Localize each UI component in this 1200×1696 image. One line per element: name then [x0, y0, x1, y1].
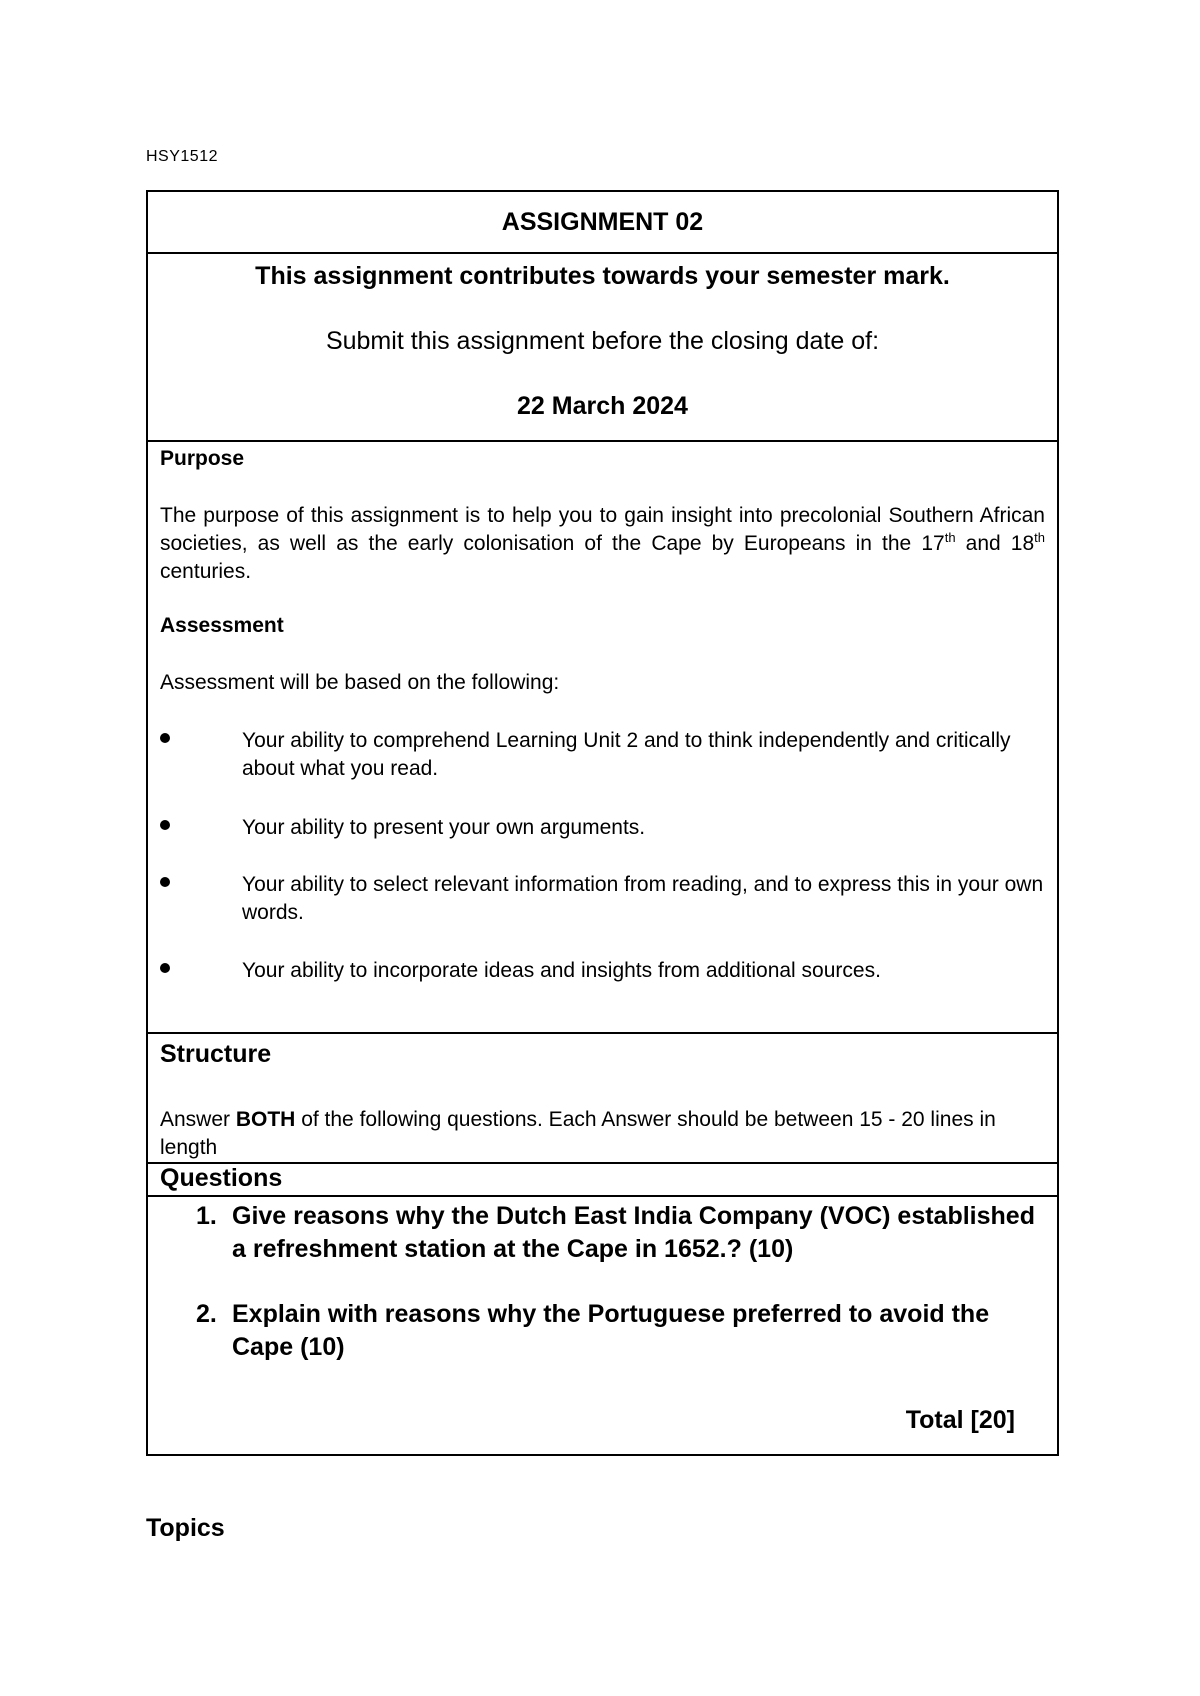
divider — [148, 1162, 1057, 1164]
bullet-icon — [160, 820, 170, 830]
assignment-title: ASSIGNMENT 02 — [501, 207, 704, 236]
purpose-heading: Purpose — [160, 447, 245, 470]
divider — [148, 1032, 1057, 1034]
divider — [148, 1195, 1057, 1197]
assessment-heading: Assessment — [160, 614, 284, 637]
structure-text: Answer BOTH of the following questions. Each Answer should be between 15 - 20 lines in length — [160, 1108, 996, 1159]
bullet-icon — [160, 733, 170, 743]
submission-info — [160, 252, 1045, 440]
purpose-text: The purpose of this assignment is to help you to gain insight into precolonial Southern African societies, as well as the early colonisation of the Cape by Europeans in the 17th and 18th centuries. — [160, 504, 1045, 583]
bullet-icon — [160, 963, 170, 973]
topics-heading: Topics — [146, 1514, 225, 1542]
bullet-icon — [160, 877, 170, 887]
total-marks: Total [20] — [905, 1406, 1015, 1434]
structure-heading: Structure — [160, 1040, 272, 1068]
divider — [148, 440, 1057, 442]
assignment-table: ASSIGNMENT 02 This assignment contributes towards your semester mark. Submit this assignment before the closing date of: 22 March 2024 Purpose The purpose of this assignment is to help you to gain insight into precolonial Southern African societies, as well as the early colonisation of the Cape by Europeans in the 17th and 18th centuries. Assessment Assessment will be based on the following: Your ability to comprehend Learning Unit 2 and to think independently and critically about what you read. Your ability to present your own arguments. Your ability to select relevant information from reading, and to express this in your own words. Your ability to incorporate ideas and insights from additional sources. Structure Answer BOTH of the following questions. Each Answer should be between 15 - 20 lines in length Questions 1. Give reasons why the Dutch East India Company (VOC) established a refreshment station at the Cape in 1652.? (10) 2. Explain with reasons why the Portuguese preferred to avoid the Cape (10) Total [20] — [146, 190, 1059, 1456]
questions-heading: Questions — [160, 1164, 283, 1192]
assessment-intro: Assessment will be based on the following: — [160, 671, 560, 694]
semester-mark-note: This assignment contributes towards your semester mark. — [255, 262, 950, 290]
closing-date: 22 March 2024 — [517, 392, 688, 420]
document-code: HSY1512 — [146, 148, 218, 165]
closing-date-label: Submit this assignment before the closing date of: — [325, 327, 880, 355]
